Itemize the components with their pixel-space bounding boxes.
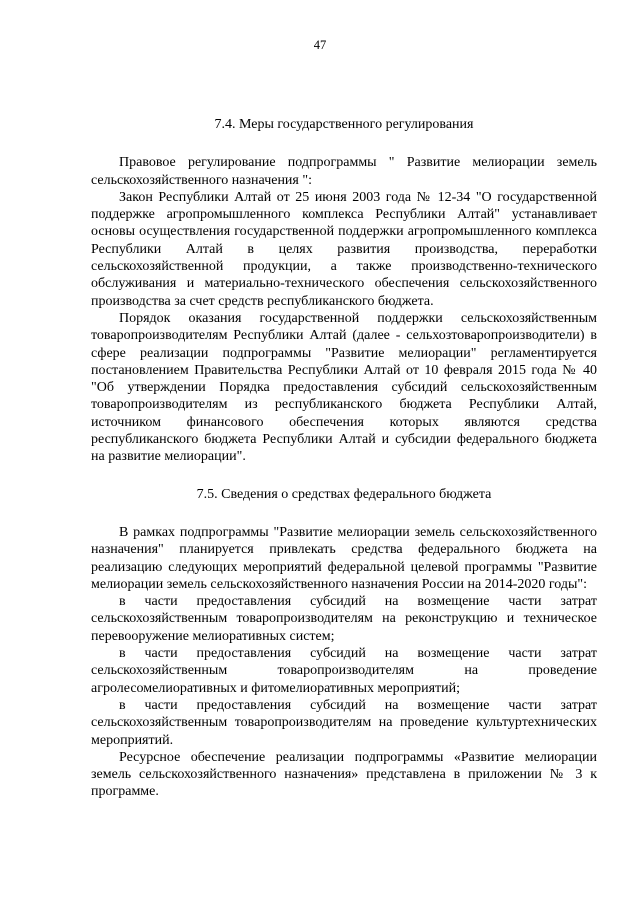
paragraph: Ресурсное обеспечение реализации подпрограммы «Развитие мелиорации земель сельскохозяйственного назначения» представлена в приложении № 3 к программе.	[91, 749, 597, 800]
document-body	[91, 116, 597, 801]
section-heading: 7.4. Меры государственного регулирования	[214, 117, 474, 132]
paragraph: В рамках подпрограммы "Развитие мелиорации земель сельскохозяйственного назначения" планируется привлекать средства федерального бюджета на реализацию следующих мероприятий федеральной целевой программы "Развитие мелиорации земель сельскохозяйственного назначения России на 2014-2020 годы":	[91, 524, 597, 592]
paragraph: Порядок оказания государственной поддержки сельскохозяйственным товаропроизводителям Республики Алтай (далее - сельхозтоваропроизводители) в сфере реализации подпрограммы "Развитие мелиорации" регламентируется постановлением Правительства Республики Алтай от 10 февраля 2015 года № 40 "Об утверждении Порядка предоставления субсидий сельскохозяйственным товаропроизводителям из республиканского бюджета Республики Алтай, источником финансового обеспечения которых являются средства республиканского бюджета Республики Алтай и субсидии федерального бюджета на развитие мелиорации".	[91, 310, 597, 465]
section-heading: 7.5. Сведения о средствах федерального бюджета	[196, 486, 492, 502]
spacer	[91, 466, 597, 486]
list-item: в части предоставления субсидий на возмещение части затрат сельскохозяйственным товаропроизводителям на проведение агролесомелиоративных и фитомелиоративных мероприятий;	[91, 646, 597, 696]
paragraph: Правовое регулирование подпрограммы " Развитие мелиорации земель сельскохозяйственного назначения ":	[91, 155, 597, 188]
list-item: в части предоставления субсидий на возмещение части затрат сельскохозяйственным товаропроизводителям на проведение культуртехнических мероприятий.	[91, 697, 597, 748]
page-number: 47	[313, 38, 327, 52]
paragraph: Закон Республики Алтай от 25 июня 2003 года № 12-34 "О государственной поддержке агропромышленного комплекса Республики Алтай" устанавливает основы осуществления государственной поддержки агропромышленного комплекса Республики Алтай в целях развития производства, переработки сельскохозяйственной продукции, а также производственно-технического обслуживания и материально-технического обеспечения сельскохозяйственного производства за счет средств республиканского бюджета.	[91, 189, 597, 309]
list-item: в части предоставления субсидий на возмещение части затрат сельскохозяйственным товаропроизводителям на реконструкцию и техническое перевооружение мелиоративных систем;	[91, 594, 597, 644]
